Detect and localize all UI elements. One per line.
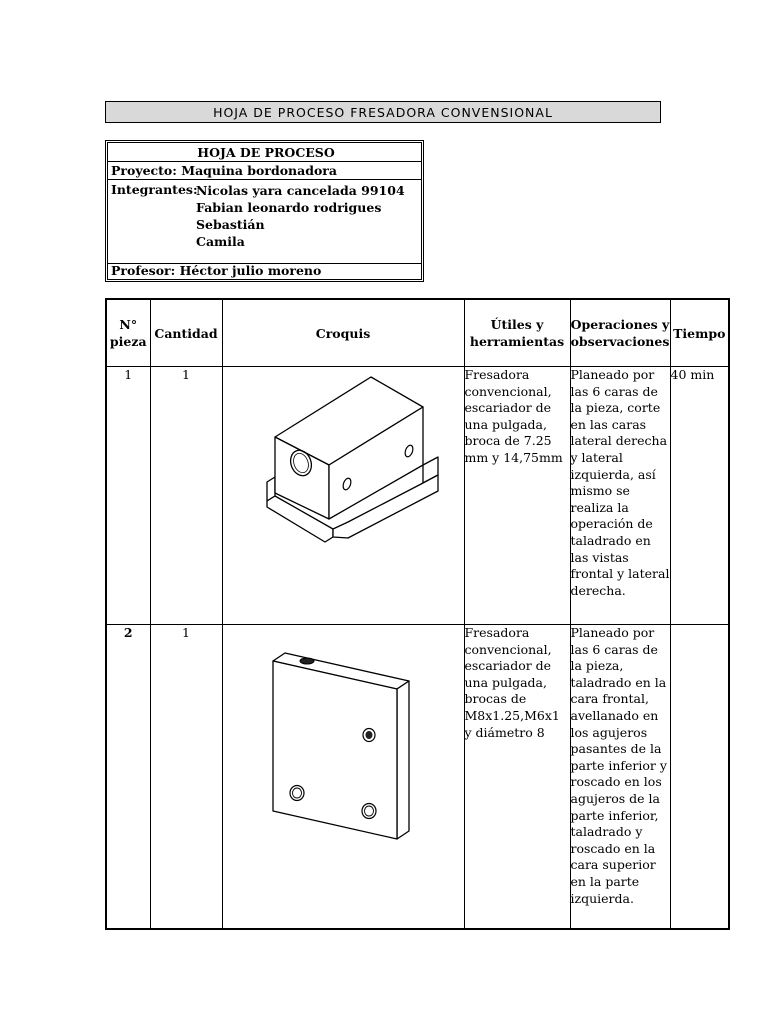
- project-name: Maquina bordonadora: [181, 163, 337, 178]
- project-row: [108, 162, 421, 180]
- professor-label: Profesor:: [111, 263, 176, 278]
- row-operaciones: Planeado por las 6 caras de la pieza, taladrado en la cara frontal, avellanado en los agujeros pasantes de la parte inferior y roscado en los agujeros de la parte inferior, taladrado y roscado en la cara superior en la parte izquierda.: [570, 625, 670, 930]
- document-title: HOJA DE PROCESO FRESADORA CONVENSIONAL: [105, 101, 661, 123]
- row-pieza: 1: [106, 367, 150, 625]
- part-1-sketch: [223, 367, 465, 621]
- table-row: [106, 625, 729, 930]
- header-operaciones: Operaciones y observaciones: [570, 299, 670, 367]
- row-croquis: [222, 625, 464, 930]
- member-name: Fabian leonardo rodrigues: [196, 200, 382, 215]
- members-row: [108, 180, 421, 264]
- row-tiempo: 40 min: [670, 367, 729, 625]
- project-label: Proyecto:: [111, 163, 177, 178]
- row-utiles: Fresadora convencional, escariador de una pulgada, brocas de M8x1.25,M6x1 y diámetro 8: [464, 625, 570, 930]
- members-list: [196, 182, 405, 250]
- process-table: [105, 298, 730, 930]
- professor-row: [108, 264, 421, 279]
- member-name: Nicolas yara cancelada 99104: [196, 183, 405, 198]
- row-pieza: 2: [106, 625, 150, 930]
- row-cantidad: 1: [150, 367, 222, 625]
- part-2-sketch: [223, 625, 465, 925]
- header-pieza: N° pieza: [106, 299, 150, 367]
- row-cantidad: 1: [150, 625, 222, 930]
- row-utiles: Fresadora convencional, escariador de una pulgada, broca de 7.25 mm y 14,75mm: [464, 367, 570, 625]
- professor-name: Héctor julio moreno: [179, 263, 322, 278]
- row-croquis: [222, 367, 464, 625]
- member-name: Camila: [196, 234, 245, 249]
- table-row: [106, 367, 729, 625]
- header-cantidad: Cantidad: [150, 299, 222, 367]
- project-info-box: [105, 140, 424, 282]
- info-header: HOJA DE PROCESO: [108, 143, 421, 162]
- header-utiles: Útiles y herramientas: [464, 299, 570, 367]
- header-tiempo: Tiempo: [670, 299, 729, 367]
- row-operaciones: Planeado por las 6 caras de la pieza, corte en las caras lateral derecha y lateral izquierda, así mismo se realiza la operación de taladrado en las vistas frontal y lateral derecha.: [570, 367, 670, 625]
- member-name: Sebastián: [196, 217, 265, 232]
- row-tiempo: [670, 625, 729, 930]
- members-label: Integrantes:: [111, 182, 198, 197]
- header-croquis: Croquis: [222, 299, 464, 367]
- table-header-row: [106, 299, 729, 367]
